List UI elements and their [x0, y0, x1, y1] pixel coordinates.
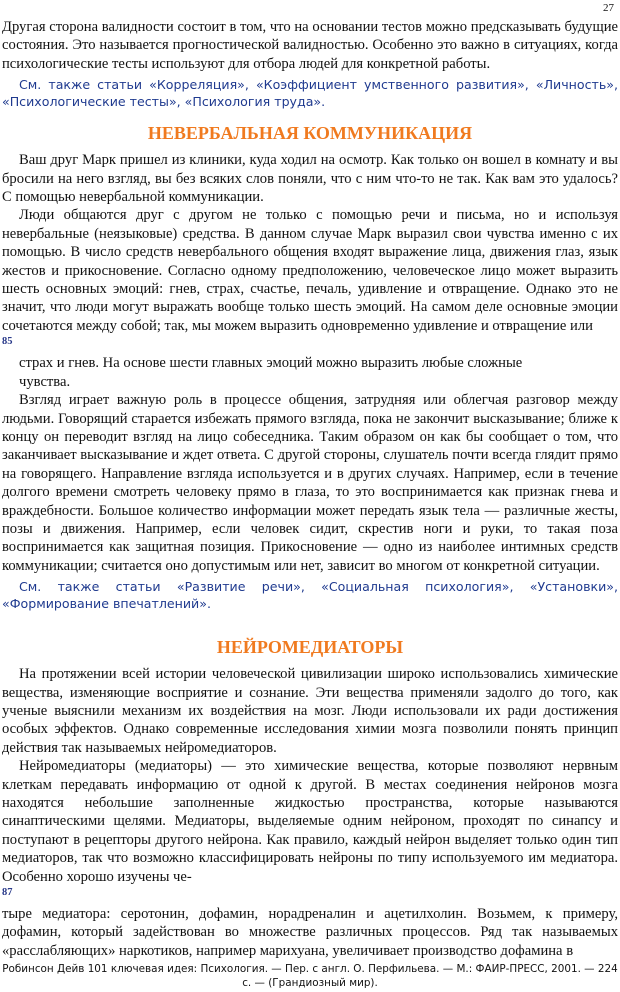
paragraph: Люди общаются друг с другом не только с помощью речи и письма, но и используя невербальные (неязыковые) средства. В данном случае Марк выразил свои чувства именно с их помощью. В число средств невербального общения входят выражение лица, движения глаз, язык жестов и прикосновение. Согласно одному предположению, человеческое лицо может выразить шесть основных эмоций: гнев, страх, счастье, печаль, удивление и отвращение. Однако это не значит, что люди могут выражать вообще только шесть эмоций. На самом деле основные эмоции сочетаются между собой; так, мы можем выразить одновременно удивление и отвращение или [2, 207, 618, 334]
page-number: 27 [603, 2, 614, 14]
paragraph-continuation: чувства. [19, 373, 71, 390]
see-also-links-nonverbal[interactable]: См. также статьи «Развитие речи», «Социальная психология», «Установки», «Формирование впечатлений». [2, 579, 618, 612]
section-title-neurotransmitters: НЕЙРОМЕДИАТОРЫ [216, 637, 404, 658]
paragraph: На протяжении всей истории человеческой цивилизации широко использовались химические вещества, изменяющие восприятие и сознание. Эти вещества применяли задолго до того, как ученые выяснили механизм их воздействия на мозг. Люди использовали их ради достижения особых эффектов. Однако современные исследования химии мозга позволили понять принцип действия так называемых нейромедиаторов. [2, 666, 618, 756]
paragraph: Нейромедиаторы (медиаторы) — это химические вещества, которые позволяют нервным клеткам передавать информацию от одной к другой. В местах соединения нейронов мозга находятся небольшие заполненные жидкостью пространства, которые называются синаптическими щелями. Медиаторы, выделяемые одним нейроном, проходят по синапсу и поступают в рецепторы другого нейрона. Как правило, каждый нейрон выделяет только один тип медиаторов, так что возможно классифицировать нейроны по типу используемого им медиатора. Особенно хорошо изучены че- [2, 758, 618, 885]
paragraph: Взгляд играет важную роль в процессе общения, затрудняя или облегчая разговор между людьми. Говорящий старается избежать прямого взгляда, пока не закончит высказывание; ближе к концу он переводит взгляд на лицо собеседника. Таким образом он как бы сообщает о том, что заканчивает высказывание и ждет ответа. С другой стороны, слушатель почти всегда глядит прямо на говорящего. Направление взгляда используется и в других случаях. Например, если в течение долгого времени смотреть человеку прямо в глаза, то это воспринимается как признак гнева и враждебности. Большое количество информации может передать язык тела — различные жесты, позы и движения. Например, если человек сидит, скрестив ноги и руки, то такая поза воспринимается как защитная позиция. Прикосновение — одно из наиболее интимных средств коммуникации; считается оно допустимым или нет, зависит во многом от конкретной ситуации. [2, 392, 618, 574]
paragraph-continuation: тыре медиатора: серотонин, дофамин, норадреналин и ацетилхолин. Возьмем, к примеру, дофамин, который задействован во множестве различных процессов. Ряд так называемых «расслабляющих» наркотиков, например марихуана, увеличивает производство дофамина в [2, 906, 618, 959]
page-marker: 87 [2, 887, 13, 899]
section-title-nonverbal: НЕВЕРБАЛЬНАЯ КОММУНИКАЦИЯ [147, 123, 473, 144]
paragraph-continuation: страх и гнев. На основе шести главных эмоций можно выразить любые сложные [19, 355, 523, 372]
page-marker: 85 [2, 336, 13, 348]
see-also-links-intro[interactable]: См. также статьи «Корреляция», «Коэффициент умственного развития», «Личность», «Психологические тесты», «Психология труда». [2, 77, 618, 110]
intro-paragraph: Другая сторона валидности состоит в том, что на основании тестов можно предсказывать будущие состояния. Это называется прогностической валидностью. Особенно это важно в ситуациях, когда психологические тесты используют для отбора людей для конкретной работы. [2, 19, 618, 72]
page-content [2, 18, 618, 960]
paragraph: Ваш друг Марк пришел из клиники, куда ходил на осмотр. Как только он вошел в комнату и вы бросили на него взгляд, вы без всяких слов поняли, что с ним что-то не так. Как вам это удалось? С помощью невербальной коммуникации. [2, 152, 618, 206]
bibliographic-footer: Робинсон Дейв 101 ключевая идея: Психология. — Пер. с англ. О. Перфильева. — М.: ФАИР-ПРЕСС, 2001. — 224 с. — (Грандиозный мир). [2, 963, 618, 989]
